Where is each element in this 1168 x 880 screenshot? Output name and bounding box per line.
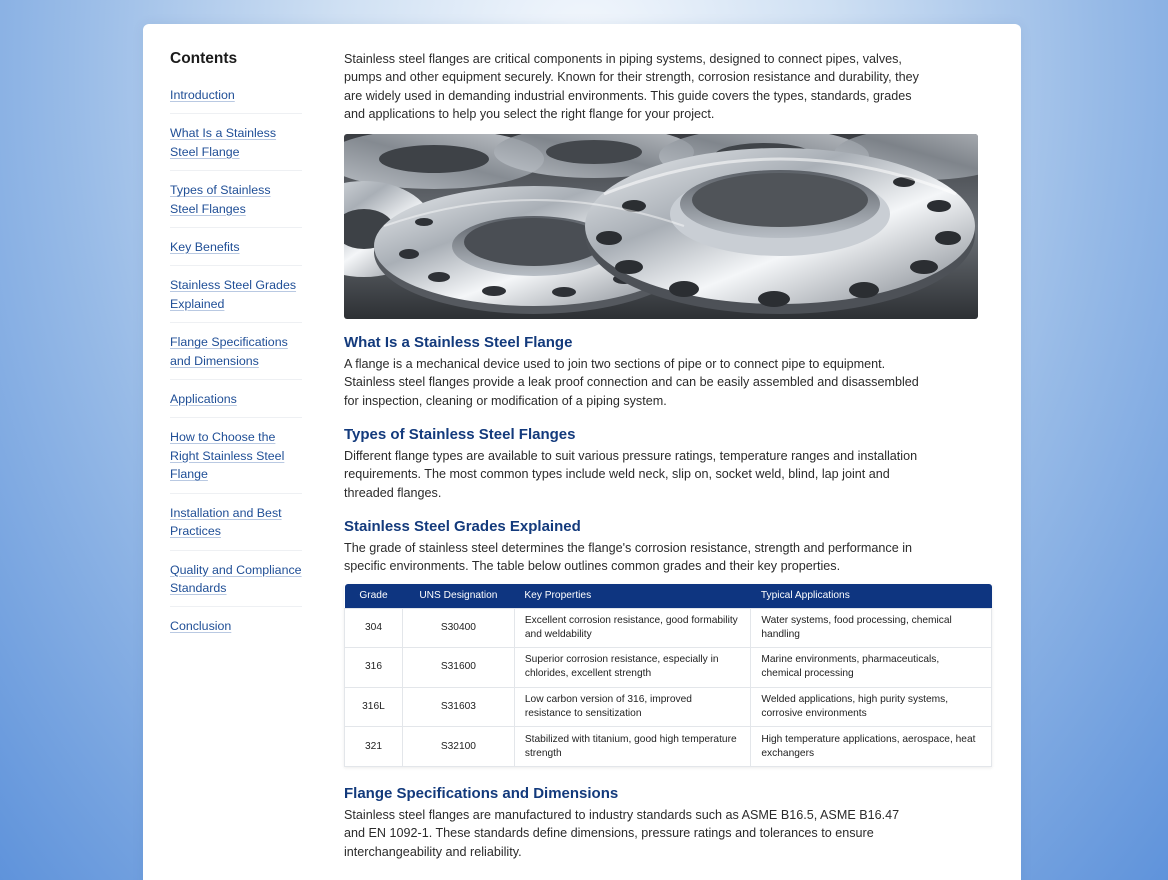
cell-applications: Welded applications, high purity systems, corrosive environments (751, 687, 992, 727)
toc-item (170, 323, 302, 380)
cell-properties: Excellent corrosion resistance, good formability and weldability (514, 608, 751, 648)
cell-uns: S32100 (402, 727, 514, 767)
cell-grade: 321 (345, 727, 403, 767)
paragraph-types: Different flange types are available to suit various pressure ratings, temperature ranges and installation requirements. The most common types include weld neck, slip on, socket weld, blind, lap joint and threaded flanges. (344, 449, 918, 500)
toc-link-introduction[interactable]: Introduction (170, 88, 235, 102)
article-body (344, 50, 992, 861)
toc-item (170, 171, 302, 228)
table-header-row (345, 584, 992, 609)
cell-properties: Low carbon version of 316, improved resistance to sensitization (514, 687, 751, 727)
cell-grade: 316L (345, 687, 403, 727)
toc-item (170, 418, 302, 493)
toc-item (170, 607, 302, 644)
toc-item (170, 380, 302, 418)
cell-grade: 316 (345, 648, 403, 688)
paragraph-what-is: A flange is a mechanical device used to join two sections of pipe or to connect pipe to equipment. Stainless steel flanges provide a leak proof connection and can be easily assembled and disassembled for inspection, cleaning or modification of a piping system. (344, 357, 919, 408)
toc-link-what-is[interactable]: What Is a Stainless Steel Flange (170, 126, 277, 159)
table-row (345, 687, 992, 727)
heading-what-is: What Is a Stainless Steel Flange (344, 334, 573, 352)
cell-uns: S30400 (402, 608, 514, 648)
heading-grades: Stainless Steel Grades Explained (344, 517, 581, 535)
cell-properties: Superior corrosion resistance, especially in chlorides, excellent strength (514, 648, 751, 688)
table-of-contents (170, 50, 302, 645)
header-uns: UNS Designation (402, 584, 514, 609)
cell-grade: 304 (345, 608, 403, 648)
toc-item (170, 494, 302, 551)
toc-link-conclusion[interactable]: Conclusion (170, 619, 232, 634)
table-row (345, 608, 992, 648)
heading-types: Types of Stainless Steel Flanges (344, 426, 576, 444)
paragraph-grades: The grade of stainless steel determines the flange's corrosion resistance, strength and performance in specific environments. The table below outlines common grades and their key properties. (344, 540, 913, 574)
stainless-flanges-photo (344, 134, 978, 319)
table-row (345, 648, 992, 688)
table-row (345, 727, 992, 767)
toc-item (170, 551, 302, 608)
cell-uns: S31603 (402, 687, 514, 727)
toc-title: Contents (170, 50, 238, 67)
toc-link-applications[interactable]: Applications (170, 392, 237, 407)
toc-link-installation[interactable]: Installation and Best Practices (170, 505, 282, 539)
header-grade: Grade (345, 584, 403, 609)
toc-list (170, 86, 302, 645)
cell-applications: High temperature applications, aerospace, heat exchangers (751, 727, 992, 767)
toc-link-key-benefits[interactable]: Key Benefits (170, 240, 240, 255)
paragraph-specifications: Stainless steel flanges are manufactured to industry standards such as ASME B16.5, ASME B16.47 and EN 1092-1. These standards define dimensions, pressure ratings and tolerances to ensure interchangeability and reliability. (344, 807, 900, 859)
toc-item (170, 114, 302, 171)
toc-link-types[interactable]: Types of Stainless Steel Flanges (170, 183, 271, 216)
toc-link-how-to-choose[interactable]: How to Choose the Right Stainless Steel Flange (170, 430, 285, 482)
header-typical-applications: Typical Applications (751, 584, 992, 609)
toc-item (170, 86, 302, 114)
intro-paragraph: Stainless steel flanges are critical components in piping systems, designed to connect pipes, valves, pumps and other equipment securely. Known for their strength, corrosion resistance and durability, they are widely used in demanding industrial environments. This guide covers the types, standards, grades and applications to help you select the right flange for your project. (344, 52, 919, 121)
cell-applications: Marine environments, pharmaceuticals, chemical processing (751, 648, 992, 688)
grades-table (344, 584, 992, 767)
toc-item (170, 228, 302, 266)
toc-link-quality[interactable]: Quality and Compliance Standards (170, 562, 302, 595)
header-key-properties: Key Properties (514, 584, 751, 609)
toc-link-grades[interactable]: Stainless Steel Grades Explained (170, 278, 297, 311)
toc-item (170, 266, 302, 323)
article-card (143, 24, 1021, 880)
toc-link-specifications[interactable]: Flange Specifications and Dimensions (170, 335, 288, 368)
cell-applications: Water systems, food processing, chemical handling (751, 608, 992, 648)
heading-specifications: Flange Specifications and Dimensions (344, 784, 619, 802)
cell-properties: Stabilized with titanium, good high temperature strength (514, 727, 751, 767)
cell-uns: S31600 (402, 648, 514, 688)
